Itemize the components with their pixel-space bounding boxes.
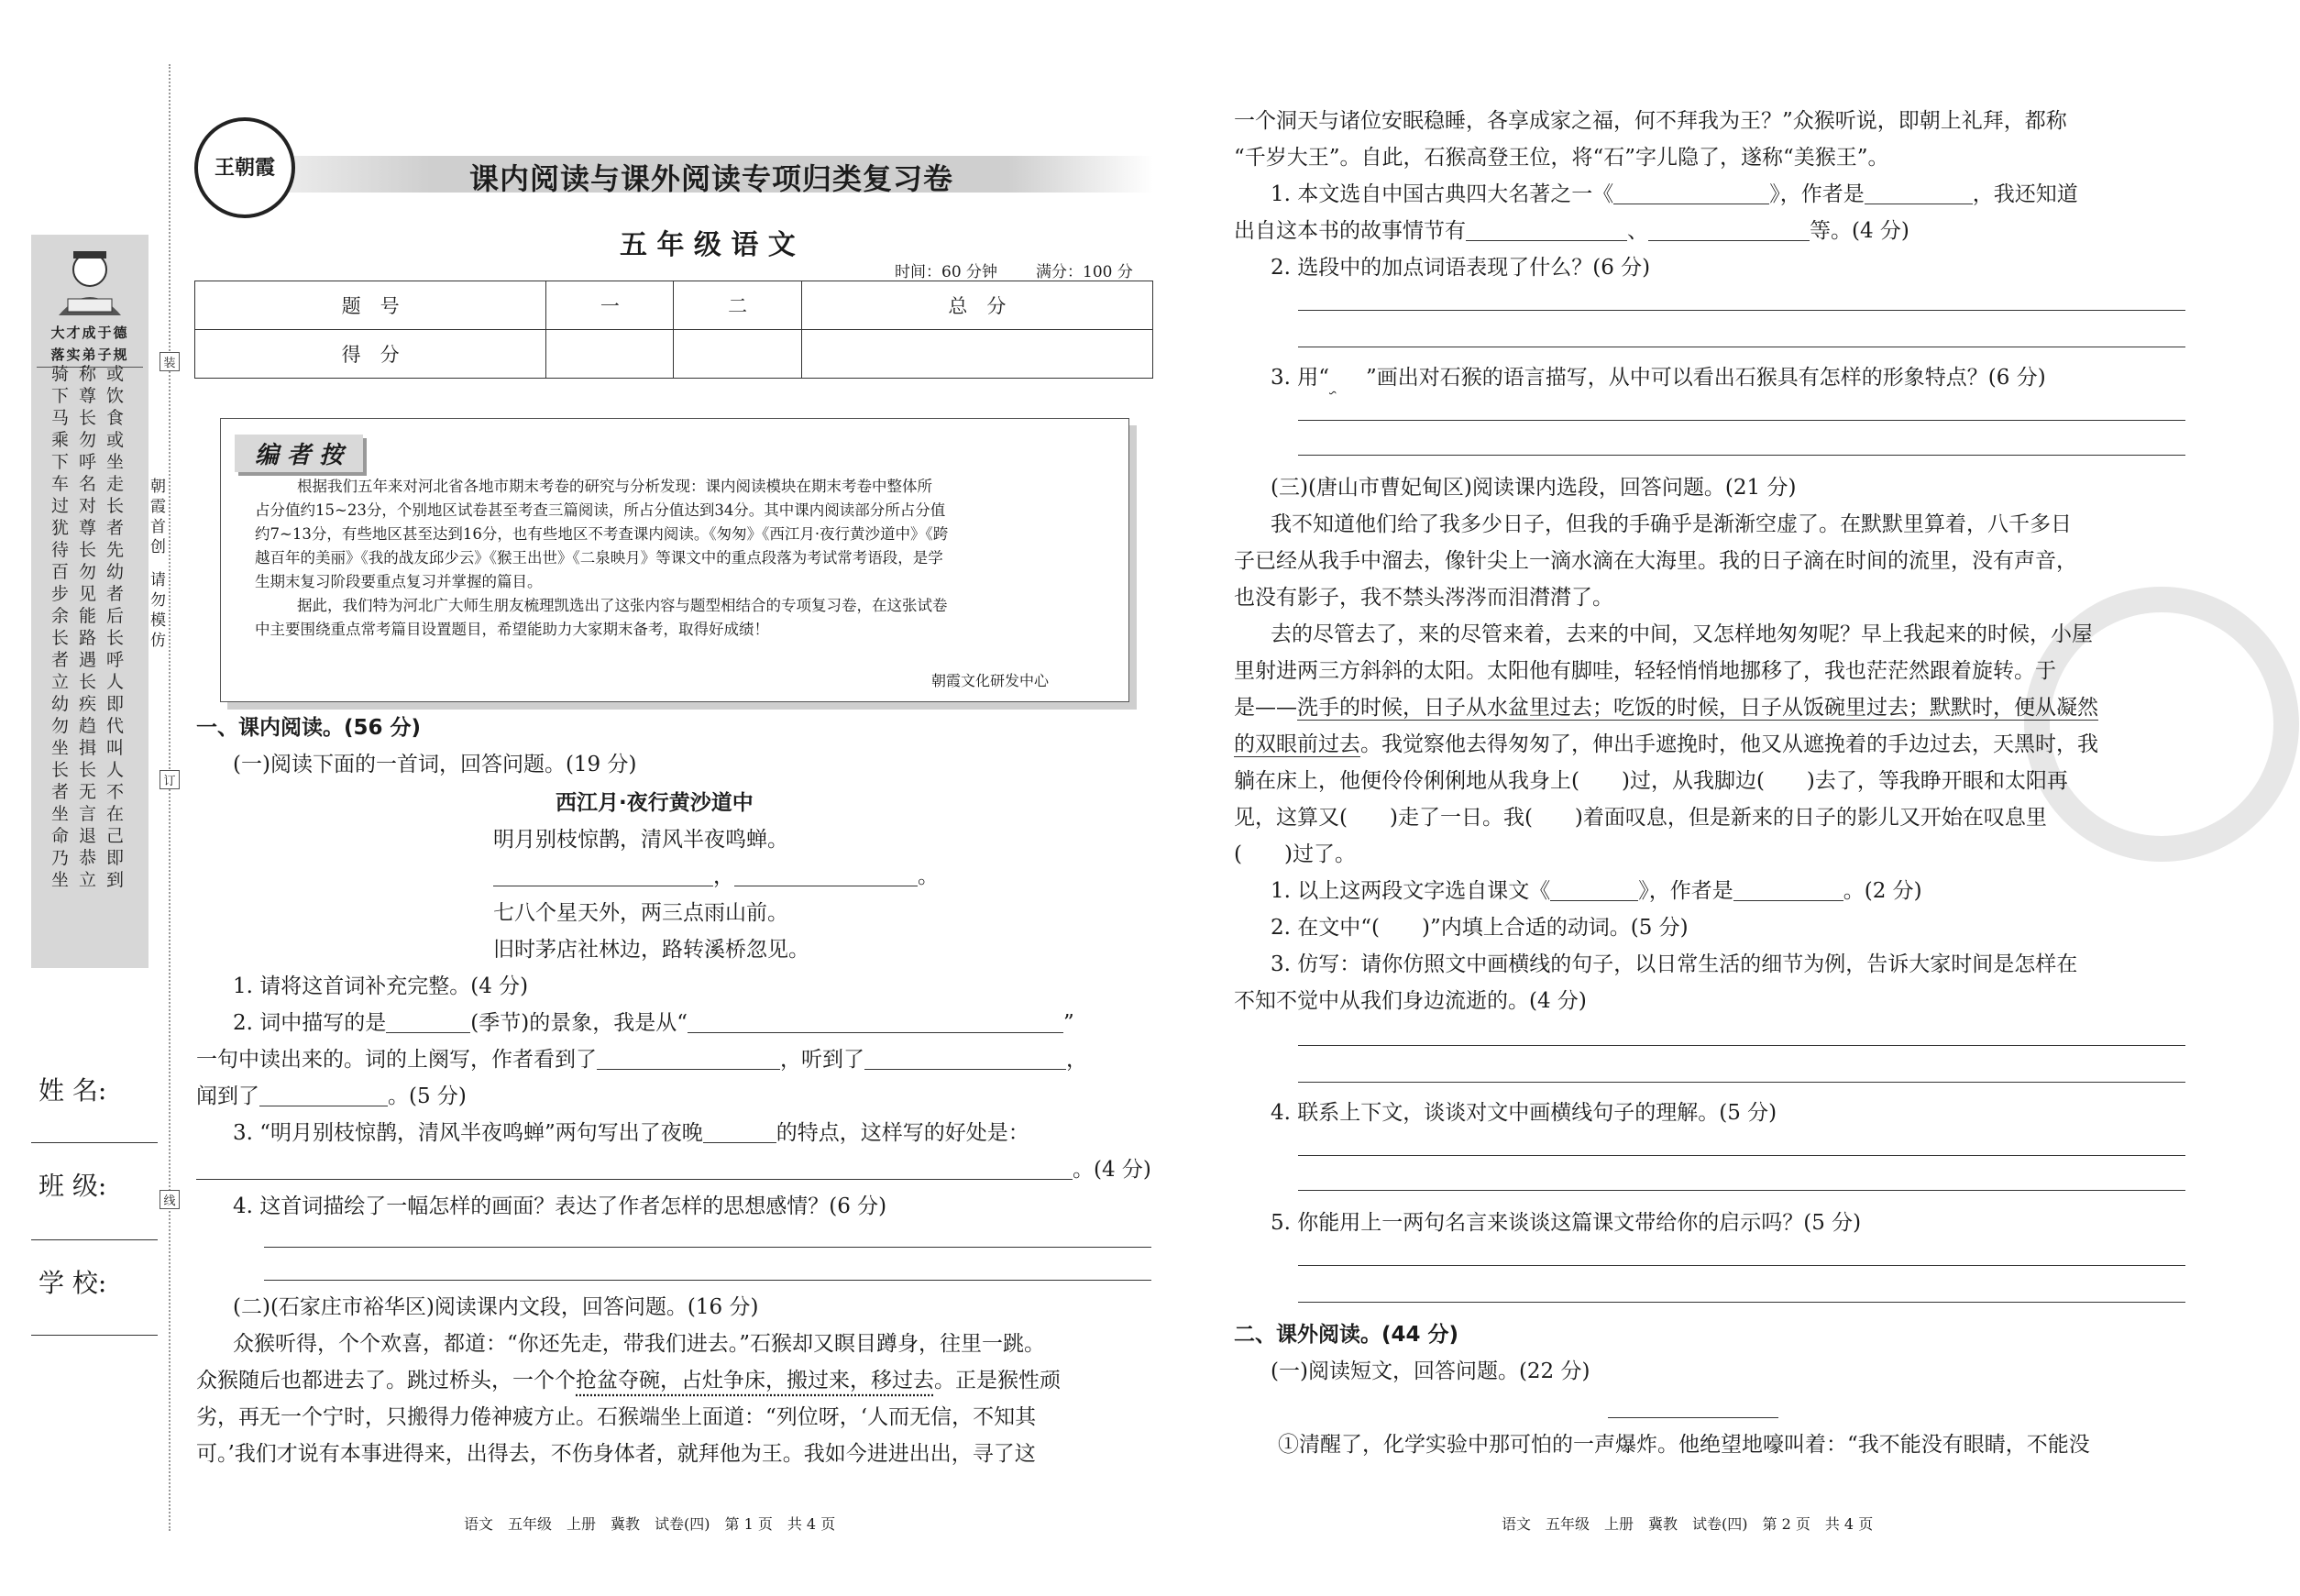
publisher-logo [194,117,295,218]
score-label: 满分：100 分 [1036,263,1133,281]
poem-line-4: 旧时茅店社林边，路转溪桥忽见。 [493,938,809,962]
question-1-1: 1. 请将这首词补充完整。(4 分) [233,974,529,998]
q-text: ” [1062,1011,1074,1035]
underlined-sentence: 洗手的时候，日子从水盆里过去；吃饭的时候，日子从饭碗里过去；默默时，便从凝然 [1297,696,2098,720]
note-line: 中主要围绕重点常考篇目设置题目，希望能助力大家期末备考，取得好成绩！ [255,621,769,638]
editor-note-heading: 编 者 按 [235,435,363,472]
score-row-label: 得 分 [195,330,546,379]
q-text: 、 [1627,219,1648,243]
passage-3-line: 里射进两三方斜斜的太阳。太阳他有脚哇，轻轻悄悄地挪移了，我也茫茫然跟着旋转。于 [1234,659,2056,683]
passage-3-line: 躺在床上，他便伶伶俐俐地从我身上( )过，从我脚边( )去了，等我睁开眼和太阳再 [1234,769,2068,793]
passage-3-line: 我不知道他们给了我多少日子，但我的手确乎是渐渐空虚了。在默默里算着，八千多日 [1271,512,2072,536]
question-3-5: 5. 你能用上一两句名言来谈谈这篇课文带给你的启示吗？(5 分) [1271,1211,1862,1235]
underlined-sentence: 的双眼前过去 [1234,732,1360,756]
q-text: 2. 词中描写的是 [233,1011,387,1035]
answer-line[interactable] [1298,455,2185,456]
motto-column-1: 骑下马乘下车过犹待百步余长者立幼勿坐长者坐命乃坐 [51,364,70,890]
motto-line1: 大才成于德 [50,325,129,341]
name-label: 姓 名: [39,1075,107,1106]
q-text: 。(2 分) [1843,879,1922,903]
book-blank[interactable] [1613,180,1769,204]
score-cell[interactable] [674,330,801,379]
q-text: 出自这本书的故事情节有 [1234,219,1466,243]
answer-line[interactable] [1298,1265,2185,1266]
saw-blank[interactable] [597,1045,780,1070]
section-2-heading: 二、课外阅读。(44 分) [1234,1323,1459,1347]
benefit-blank[interactable] [196,1155,1073,1180]
passage-3-intro: (三)(唐山市曹妃甸区)阅读课内选段，回答问题。(21 分) [1271,476,1797,500]
score-cell[interactable] [801,330,1152,379]
q-text: 。(5 分) [388,1084,467,1108]
q-text: 一句中读出来的。词的上阕写，作者看到了 [196,1048,597,1072]
answer-line[interactable] [1298,1082,2185,1083]
binding-dashed-line [169,64,171,1531]
q-text: 是—— [1234,696,1297,720]
question-3-1 [1271,873,1922,909]
passage-2-line: 劣，再无一个宁时，只搬得力倦神疲方止。石猴端坐上面道：“列位呀，‘人而无信，不知其 [196,1405,1037,1429]
q-text: (季节)的景象，我是从“ [470,1011,688,1035]
vertical-text-a: 朝霞首创 [150,478,166,556]
binding-mark-2: 订 [160,770,180,789]
heard-blank[interactable] [864,1045,1066,1070]
question-1-3-cont [196,1151,1151,1188]
q-text: ，我还知道 [1972,182,2078,206]
binding-mark-1: 装 [160,352,180,371]
question-2-3 [1271,359,2046,396]
poem-title: 西江月·夜行黄沙道中 [556,791,754,815]
feature-blank[interactable] [703,1118,776,1143]
passage-1-intro: (一)阅读下面的一首词，回答问题。(19 分) [233,753,637,776]
q-text: 1. 本文选自中国古典四大名著之一《 [1271,182,1614,206]
answer-line[interactable] [1298,420,2185,421]
poem-line-1: 明月别枝惊鹊，清风半夜鸣蝉。 [493,828,788,852]
score-header-cell: 一 [546,281,674,330]
note-line: 约7~13分，有些地区甚至达到16分，也有些地区不考查课内阅读。《匆匆》《西江月·夜行黄沙道中》《跨 [255,525,949,543]
smelled-blank[interactable] [259,1082,388,1106]
q-text: 等。(4 分) [1810,219,1909,243]
passage-3-line [1234,689,2098,726]
q-text: ， [1066,1048,1087,1072]
question-3-3-cont: 不知不觉中从我们身边流逝的。(4 分) [1234,989,1587,1013]
q-text: 。(4 分) [1073,1158,1151,1182]
passage-3-line [1234,726,2098,763]
poem-line-3: 七八个星天外，两三点雨山前。 [493,901,788,925]
question-2-1-cont [1234,213,1909,249]
passage-3-line: 去的尽管去了，来的尽管来着，去来的中间，又怎样地匆匆呢？早上我起来的时候，小屋 [1271,622,2093,646]
logo-text: 王朝霞 [214,157,275,180]
dotted-phrase: 抢盆夺碗，占灶争床，搬过来，移过去 [576,1369,934,1392]
answer-line[interactable] [1298,1190,2185,1191]
vertical-text-b: 请勿模仿 [150,571,166,650]
motto-column-3: 或饮食或坐走长者先幼者后长呼人即代叫人不在己即到 [106,364,125,890]
question-1-2-cont [196,1041,1087,1078]
score-cell[interactable] [546,330,674,379]
q-text: 》，作者是 [1638,879,1733,903]
author-blank[interactable] [1733,876,1843,901]
page-title: 课内阅读与课外阅读专项归类复习卷 [469,161,954,196]
editor-note-body [255,475,1117,642]
class-label: 班 级: [39,1171,107,1201]
score-table [194,281,1153,379]
note-line: 据此，我们特为河北广大师生朋友梳理凯选出了这张内容与题型相结合的专项复习卷，在这张试卷 [297,597,948,614]
q-text: 》，作者是 [1769,182,1865,206]
section-1-heading: 一、课内阅读。(56 分) [196,716,422,740]
q-text: ，听到了 [780,1048,864,1072]
answer-line[interactable] [1298,1045,2185,1046]
q-text: 闻到了 [196,1084,259,1108]
passage-2-cont: “千岁大王”。自此，石猴高登王位，将“石”字儿隐了，遂称“美猴王”。 [1234,146,1889,170]
question-3-4: 4. 联系上下文，谈谈对文中画横线句子的理解。(5 分) [1271,1101,1777,1125]
time-label: 时间：60 分钟 [895,263,998,281]
q-text: 众猴随后也都进去了。跳过桥头，一个个 [196,1369,576,1392]
name-field[interactable] [31,1142,158,1143]
question-3-3: 3. 仿写：请你仿照文中画横线的句子，以日常生活的细节为例，告诉大家时间是怎样在 [1271,952,2078,976]
author-blank[interactable] [1865,180,1973,204]
q-text: 的特点，这样写的好处是： [776,1121,1029,1145]
poem-comma: ， [713,864,734,888]
extra-passage-line: ①清醒了，化学实验中那可怕的一声爆炸。他绝望地嚎叫着：“我不能没有眼睛，不能没 [1278,1433,2090,1457]
question-1-3 [233,1115,1029,1151]
score-header-cell: 二 [674,281,801,330]
school-label: 学 校: [39,1268,107,1298]
note-line: 越百年的美丽》《我的战友邱少云》《猴王出世》《二泉映月》等课文中的重点段落为考试常考语段，是学 [255,549,943,567]
note-line: 占分值约15~23分，个别地区试卷甚至考查三篇阅读，所占分值达到34分。其中课内阅读部分所占分值 [255,501,946,519]
question-1-4: 4. 这首词描绘了一幅怎样的画面？表达了作者怎样的思想感情？(6 分) [233,1194,887,1218]
extra-passage-intro: (一)阅读短文，回答问题。(22 分) [1271,1359,1590,1383]
q-text: 1. 以上这两段文字选自课文《 [1271,879,1551,903]
poem-period: 。 [918,864,939,888]
passage-2-line: 众猴听得，个个欢喜，都道：“你还先走，带我们进去。”石猴却又瞑目蹲身，往里一跳。 [233,1332,1046,1356]
plot-blank-2[interactable] [1648,216,1810,241]
score-header-cell: 总 分 [801,281,1152,330]
poem-blank-2[interactable] [734,862,918,886]
school-field[interactable] [31,1335,158,1336]
question-1-2-end [196,1078,467,1115]
lesson-blank[interactable] [1550,876,1638,901]
poem-blank-1[interactable] [493,862,713,886]
season-blank[interactable] [386,1008,470,1033]
passage-3-line: 也没有影子，我不禁头涔涔而泪潸潸了。 [1234,586,1613,610]
motto-line2: 落实弟子规 [50,347,129,363]
page-footer-right: 语文 五年级 上册 冀教 试卷(四) 第 2 页 共 4 页 [1502,1515,1874,1533]
answer-line[interactable] [1298,1302,2185,1303]
score-header-cell: 题 号 [195,281,546,330]
passage-3-line: 见，这算又( )走了一日。我( )着面叹息，但是新来的日子的影儿又开始在叹息里 [1234,806,2047,830]
q-text: ”画出对石猴的语言描写，从中可以看出石猴具有怎样的形象特点？(6 分) [1366,366,2046,390]
q-text: 3. 用“ [1271,366,1330,390]
passage-2-line: 可。’我们才说有本事进得来，出得去，不伤身体者，就拜他为王。我如今进进出出，寻了这 [196,1442,1036,1466]
q-text: 。正是猴性顽 [934,1369,1061,1392]
passage-2-cont: 一个洞天与诸位安眠稳睡，各享成家之福，何不拜我为王？”众猴听说，即朝上礼拜，都称 [1234,109,2067,133]
plot-blank-1[interactable] [1466,216,1627,241]
question-2-2: 2. 选段中的加点词语表现了什么？(6 分) [1271,256,1651,280]
passage-3-line: ( )过了。 [1234,842,1356,866]
question-3-2: 2. 在文中“( )”内填上合适的动词。(5 分) [1271,916,1689,940]
title-blank[interactable] [1608,1417,1778,1418]
line-blank[interactable] [688,1008,1063,1033]
answer-line[interactable] [264,1280,1151,1281]
note-line: 根据我们五年来对河北省各地市期末考卷的研究与分析发现：课内阅读模块在期末考卷中整体所 [297,478,932,495]
q-text: 。我觉察他去得匆匆了，伸出手遮挽时，他又从遮挽着的手边过去，天黑时，我 [1360,732,2098,756]
motto-column-2: 称尊长勿呼名对尊长勿见能路遇长疾趋揖长无言退恭立 [79,364,97,890]
answer-line[interactable] [1298,1155,2185,1156]
wavy-mark [1329,359,1366,396]
editor-note-signature: 朝霞文化研发中心 [931,672,1050,689]
page-footer-left: 语文 五年级 上册 冀教 试卷(四) 第 1 页 共 4 页 [464,1515,836,1533]
binding-mark-3: 线 [160,1190,180,1209]
answer-line[interactable] [264,1247,1151,1248]
passage-3-line: 子已经从我手中溜去，像针尖上一滴水滴在大海里。我的日子滴在时间的流里，没有声音， [1234,549,2077,573]
question-1-2 [233,1005,1074,1041]
subject-heading: 五 年 级 语 文 [620,229,796,261]
note-line: 生期末复习阶段要重点复习并掌握的篇目。 [255,573,543,590]
answer-line[interactable] [1298,310,2185,311]
q-text: 3. “明月别枝惊鹊，清风半夜鸣蝉”两句写出了夜晚 [233,1121,703,1145]
passage-2-line [196,1362,1061,1399]
scholar-icon [31,242,149,325]
question-2-1 [1271,176,2078,213]
class-field[interactable] [31,1239,158,1240]
passage-2-intro: (二)(石家庄市裕华区)阅读课内文段，回答问题。(16 分) [233,1295,759,1319]
poem-fill-line [493,858,939,895]
